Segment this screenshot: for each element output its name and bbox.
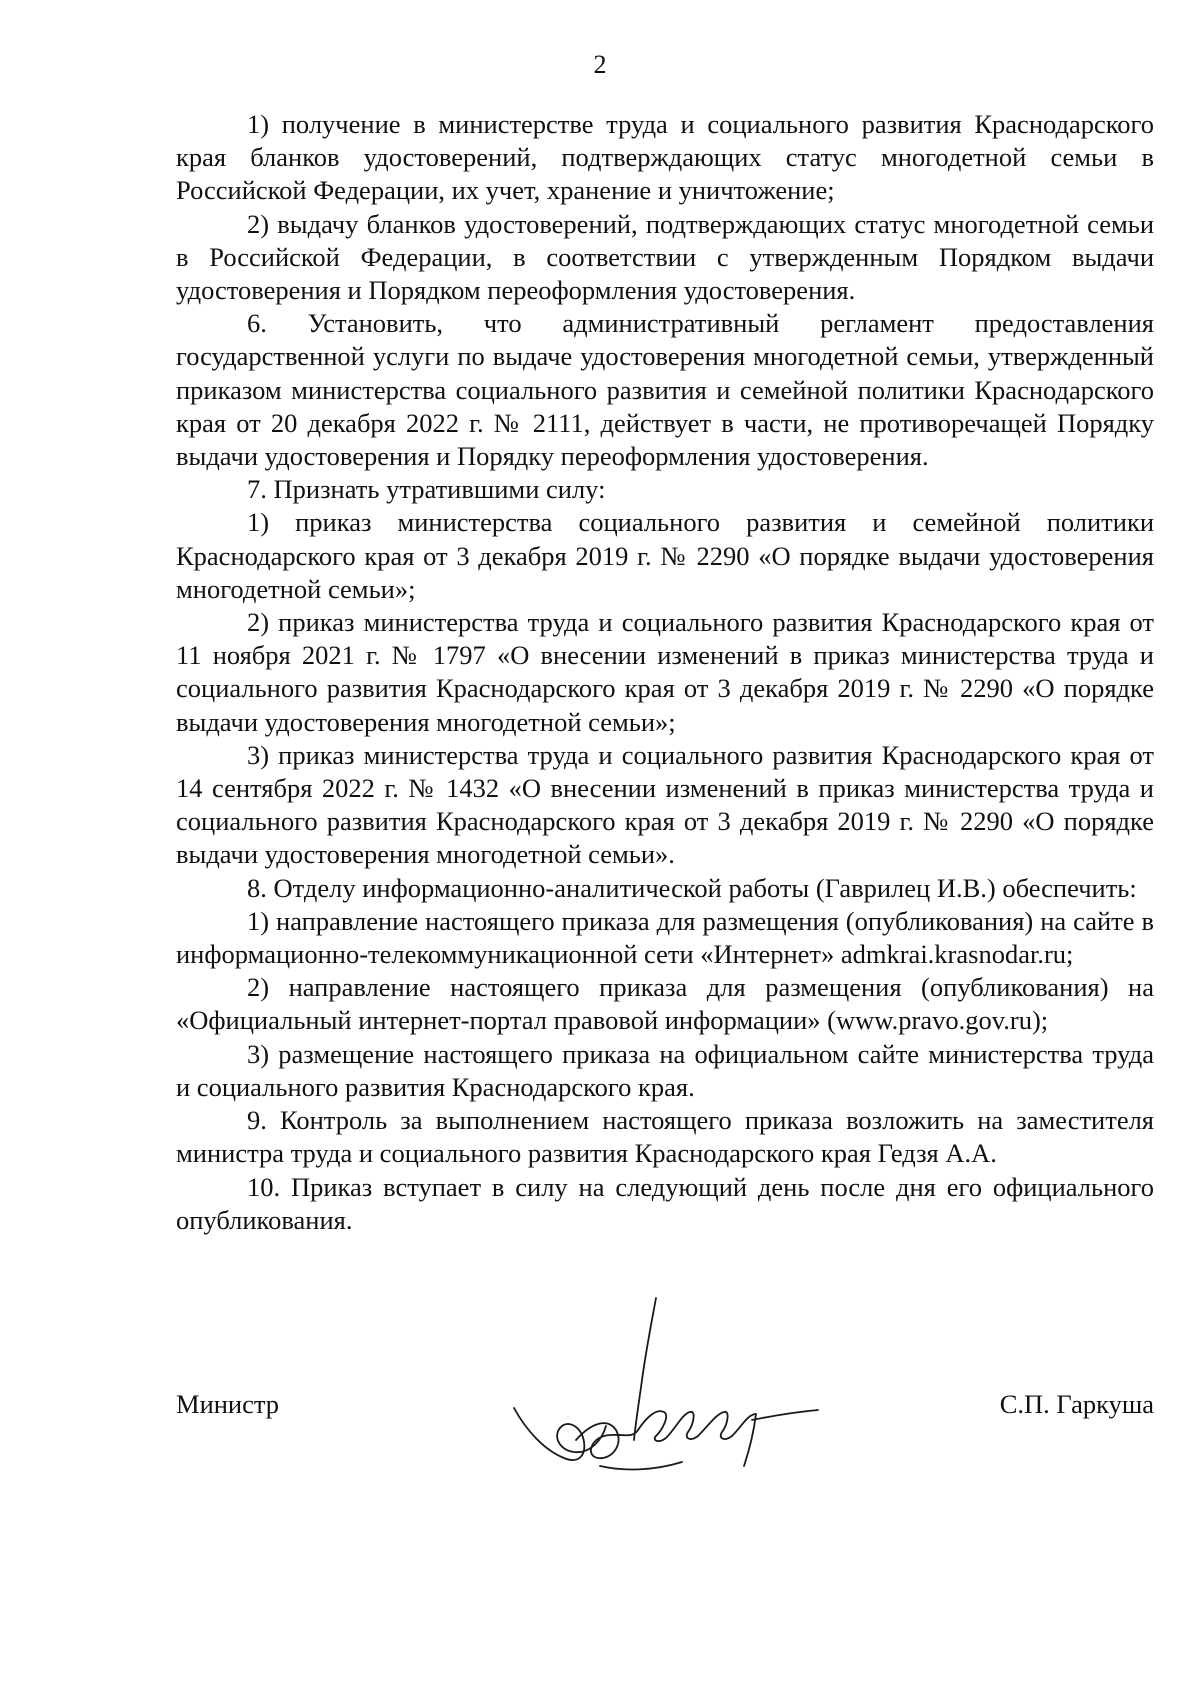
paragraph-8-3: 3) размещение настоящего приказа на официальном сайте министерства труда и социального развития Краснодарского края. xyxy=(176,1038,1154,1102)
paragraph-9: 9. Контроль за выполнением настоящего приказа возложить на заместителя министра труда и социального развития Краснодарского края Гедзя А.А. xyxy=(176,1105,1154,1169)
paragraph-5-2: 2) выдачу бланков удостоверений, подтверждающих статус многодетной семьи в Российской Федерации, в соответствии с утвержденным Порядком выдачи удостоверения и Порядком переоформления удостоверения. xyxy=(176,208,1154,306)
paragraph-8: 8. Отделу информационно-аналитической работы (Гаврилец И.В.) обеспечить: xyxy=(247,872,1137,903)
paragraph-8-2: 2) направление настоящего приказа для размещения (опубликования) на «Официальный интернет-портал правовой информации» (www.pravo.gov.ru); xyxy=(176,972,1154,1036)
paragraph-10: 10. Приказ вступает в силу на следующий день после дня его официального опубликования. xyxy=(176,1171,1154,1235)
signatory-name: С.П. Гаркуша xyxy=(999,1389,1154,1419)
paragraph-6: 6. Установить, что административный регламент предоставления государственной услуги по выдаче удостоверения многодетной семьи, утвержденный приказом министерства социального развития и семейной политики Краснодарского края от 20 декабря 2022 г. № 2111, действует в части, не противоречащей Порядку выдачи удостоверения и Порядку переоформления удостоверения. xyxy=(176,308,1154,472)
document-body xyxy=(176,108,1154,1237)
page-number: 2 xyxy=(593,50,607,79)
signatory-title: Министр xyxy=(176,1389,280,1419)
paragraph-7-3: 3) приказ министерства труда и социального развития Краснодарского края от 14 сентября 2022 г. № 1432 «О внесении изменений в приказ министерства труда и социального развития Краснодарского края от 3 декабря 2019 г. № 2290 «О порядке выдачи удостоверения многодетной семьи». xyxy=(176,739,1154,870)
paragraph-5-1: 1) получение в министерстве труда и социального развития Краснодарского края бланков удостоверений, подтверждающих статус многодетной семьи в Российской Федерации, их учет, хранение и уничтожение; xyxy=(176,109,1154,206)
paragraph-7-1: 1) приказ министерства социального развития и семейной политики Краснодарского края от 3 декабря 2019 г. № 2290 «О порядке выдачи удостоверения многодетной семьи»; xyxy=(176,507,1154,604)
paragraph-7: 7. Признать утратившими силу: xyxy=(247,474,606,505)
paragraph-7-2: 2) приказ министерства труда и социального развития Краснодарского края от 11 ноября 2021 г. № 1797 «О внесении изменений в приказ министерства труда и социального развития Краснодарского края от 3 декабря 2019 г. № 2290 «О порядке выдачи удостоверения многодетной семьи»; xyxy=(176,607,1154,737)
signature-block xyxy=(176,1360,1154,1560)
handwritten-signature xyxy=(506,1290,836,1490)
paragraph-8-1: 1) направление настоящего приказа для размещения (опубликования) на сайте в информационно-телекоммуникационной сети «Интернет» admkrai.krasnodar.ru; xyxy=(176,905,1154,970)
